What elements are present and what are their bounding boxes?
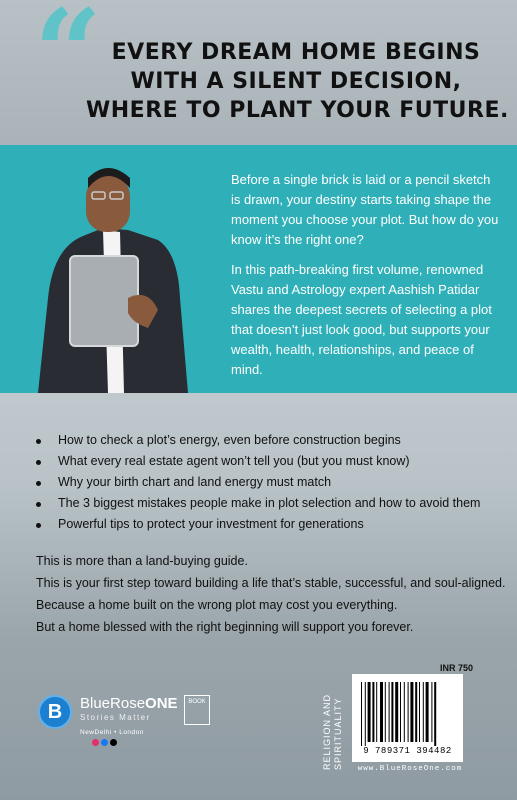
logo-letter: B [47, 701, 63, 723]
barcode-icon [360, 682, 455, 746]
bullet-icon [36, 502, 41, 507]
blurb-paragraph: Before a single brick is laid or a pencil sketch is drawn, your destiny starts taking shape the moment you choose your plot. But how do you know it’s the right one? [231, 172, 499, 247]
barcode [352, 674, 463, 762]
headline-line: WHERE TO PLANT YOUR FUTURE. [86, 98, 509, 123]
genre-label: RELIGION AND SPIRITUALITY [322, 693, 343, 770]
bullet-list [36, 432, 506, 537]
publisher-logo [38, 691, 228, 751]
bullet-icon [36, 481, 41, 486]
publisher-box-badge: BOOK [184, 695, 210, 725]
list-item: How to check a plot’s energy, even before construction begins [36, 432, 506, 449]
quote-mark-icon: “ [34, 0, 102, 122]
publisher-website: www.BlueRoseOne.com [357, 765, 463, 773]
closing-line: This is your first step toward building a life that’s stable, successful, and soul-aligned. [36, 576, 506, 590]
publisher-cities: NewDelhi • London [80, 729, 144, 736]
facebook-icon [101, 739, 108, 746]
list-item: Why your birth chart and land energy must match [36, 474, 506, 491]
instagram-icon [92, 739, 99, 746]
bullet-icon [36, 460, 41, 465]
headline [86, 38, 509, 125]
publisher-tagline: Stories Matter [80, 713, 151, 722]
publisher-name: BlueRoseONE [80, 695, 178, 712]
bullet-icon [36, 439, 41, 444]
headline-line: EVERY DREAM HOME BEGINS [111, 40, 481, 65]
list-item: What every real estate agent won’t tell you (but you must know) [36, 453, 506, 470]
closing-text [36, 553, 506, 641]
closing-line: But a home blessed with the right beginning will support you forever. [36, 620, 414, 634]
blurb-paragraph: In this path-breaking first volume, renowned Vastu and Astrology expert Aashish Patidar shares the deepest secrets of selecting a plot that doesn’t just look good, but supports your wealth, health, relationships, and peace of mind. [231, 262, 492, 377]
list-item: The 3 biggest mistakes people make in plot selection and how to avoid them [36, 495, 506, 512]
isbn-number: 9 789371 394482 [363, 746, 452, 756]
blurb [231, 170, 501, 390]
closing-line: This is more than a land-buying guide. [36, 554, 248, 568]
closing-line: Because a home built on the wrong plot may cost you everything. [36, 598, 398, 612]
bullet-icon [36, 523, 41, 528]
price-label: INR 750 [440, 663, 474, 673]
author-photo [8, 148, 213, 393]
social-icons [92, 739, 119, 746]
headline-line: WITH A SILENT DECISION, [130, 69, 462, 94]
list-item: Powerful tips to protect your investment for generations [36, 516, 506, 533]
x-icon [110, 739, 117, 746]
